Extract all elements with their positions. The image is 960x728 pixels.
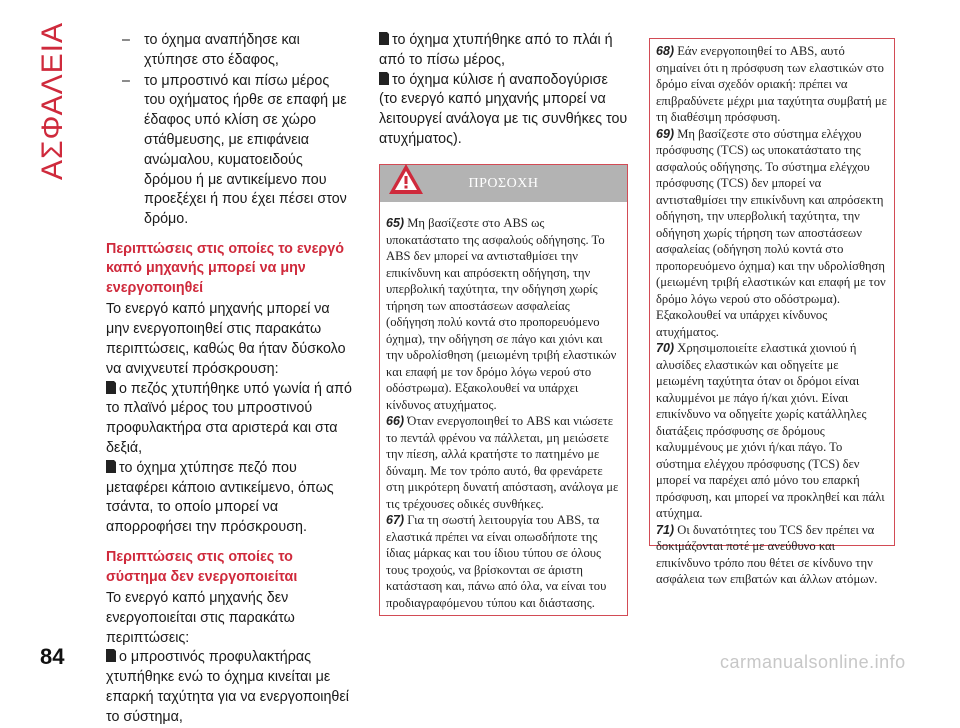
bullet-text: ο πεζός χτυπήθηκε υπό γωνία ή από το πλαϊνό μέρος του μπροστινού προφυλακτήρα στα αριστερά και στα δεξιά, xyxy=(106,380,352,457)
note-text: Εάν ενεργοποιηθεί το ABS, αυτό σημαίνει ότι η πρόσφυση των ελαστικών στο δρόμο είναι σχεδόν οριακή: πρέπει να επιβραδύνετε μέχρι μια ταχύτητα συμβατή με τη διαθέσιμη πρόσφυση. xyxy=(656,44,887,124)
bookmark-icon xyxy=(106,381,116,394)
bullet-text: το όχημα χτυπήθηκε από το πλάι ή από το πίσω μέρος, xyxy=(379,32,613,68)
note-number: 71) xyxy=(656,522,675,537)
note xyxy=(656,340,888,522)
paragraph: (το ενεργό καπό μηχανής μπορεί να λειτουργεί ανάλογα με τις συνθήκες του ατυχήματος). xyxy=(379,91,628,147)
section-heading: Περιπτώσεις στις οποίες το σύστημα δεν ενεργοποιείται xyxy=(106,549,298,585)
paragraph-line: Το ενεργό καπό μηχανής μπορεί να xyxy=(106,301,330,318)
bullet-item xyxy=(106,648,352,727)
note xyxy=(656,126,888,341)
paragraph-line: να ανιχνευτεί πρόσκρουση: xyxy=(106,360,279,377)
note-number: 69) xyxy=(656,126,675,141)
note-text: Μη βασίζεστε στο σύστημα ελέγχου πρόσφυσης (TCS) ως υποκατάστατο της ασφαλούς οδήγησης. Το σύστημα ελέγχου πρόσφυσης (TCS) δεν μπορεί να αντισταθμίσει την επικίνδυνη και απρόσεκτη οδήγηση, την υπερβολική ταχύτητα, την οδήγηση χωρίς τήρηση των αποστάσεων ασφαλείας (οδήγηση πολύ κοντά στο προπορευόμενο όχημα) και την υδρολίσθηση (μειωμένη τριβή ελαστικών και επαφή με τον δρόμο λόγω νερού στο οδόστρωμα). Εξακολουθεί να υπάρχει κίνδυνος ατυχήματος. xyxy=(656,126,886,339)
page-number: 84 xyxy=(40,644,65,669)
column-2 xyxy=(379,31,629,150)
column-1 xyxy=(106,31,352,728)
note xyxy=(386,413,619,512)
note-text: Χρησιμοποιείτε ελαστικά χιονιού ή αλυσίδες ελαστικών και οδηγείτε με μειωμένη ταχύτητα όταν οι δρόμοι είναι καλυμμένοι με πάγο ή/και χιόνι. Είναι επικίνδυνο να οδηγείτε χωρίς κατάλληλες διατάξεις πρόσφυσης σε δρόμους καλυμμένους με χιόνι ή/και πάγο. Το σύστημα ελέγχου πρόσφυσης (TCS) δεν μπορεί να παρέχει από μόνο του επαρκή πρόσφυση, και μπορεί να προκληθεί και πάλι ατύχημα. xyxy=(656,341,885,520)
warning-title: ΠΡΟΣΟΧΗ xyxy=(468,175,539,191)
warning-notes xyxy=(380,202,627,611)
dash-symbol: – xyxy=(122,72,130,89)
bullet-item xyxy=(379,31,629,71)
bullet-item xyxy=(379,71,629,91)
warning-triangle-icon xyxy=(387,162,425,196)
note-text: Οι δυνατότητες του TCS δεν πρέπει να δοκιμάζονται ποτέ με ανεύθυνο και επικίνδυνο τρόπο που θέτει σε κίνδυνο την ασφάλεια των επιβατών και άλλων ατόμων. xyxy=(656,522,878,586)
bookmark-icon xyxy=(106,460,116,473)
notes-body xyxy=(650,39,894,588)
note-text: Για τη σωστή λειτουργία του ABS, τα ελαστικά πρέπει να είναι οπωσδήποτε της ίδιας μάρκας και του ίδιου τύπου σε όλους τους τροχούς, να βρίσκονται σε άριστη κατάσταση και, πάνω από όλα, να είναι του προδιαγραφόμενου τύπου και διάστασης. xyxy=(386,513,607,610)
paragraph-line: μην ενεργοποιηθεί στις παρακάτω xyxy=(106,321,322,338)
bullet-text: ο μπροστινός προφυλακτήρας χτυπήθηκε ενώ το όχημα κινείται με επαρκή ταχύτητα για να ενεργοποιηθεί το σύστημα, xyxy=(106,649,349,725)
paragraph xyxy=(106,300,352,379)
bullet-item xyxy=(106,380,352,459)
bullet-item xyxy=(106,459,352,538)
dash-item-text: το όχημα αναπήδησε και χτύπησε στο έδαφος, xyxy=(144,32,300,68)
bookmark-icon xyxy=(379,32,389,45)
note-number: 65) xyxy=(386,216,405,230)
paragraph-line: περιπτώσεις, καθώς θα ήταν δύσκολο xyxy=(106,341,346,358)
note xyxy=(386,512,619,611)
note-number: 66) xyxy=(386,414,405,428)
note-number: 70) xyxy=(656,341,675,355)
note-number: 68) xyxy=(656,44,675,58)
paragraph: Το ενεργό καπό μηχανής δεν ενεργοποιείται στις παρακάτω περιπτώσεις: xyxy=(106,590,295,646)
note xyxy=(656,522,888,588)
dash-list-item xyxy=(122,31,352,71)
dash-symbol: – xyxy=(122,32,130,48)
warning-box xyxy=(379,164,628,616)
note-number: 67) xyxy=(386,513,405,527)
section-title: ΑΣΦΑΛΕΙΑ xyxy=(36,21,69,180)
note-text: Όταν ενεργοποιηθεί το ABS και νιώσετε το πεντάλ φρένου να πάλλεται, μη μειώσετε την πίεση, αλλά κρατήστε το πατημένο με δύναμη. Με τον τρόπο αυτό, θα φρενάρετε στη μικρότερη δυνατή απόσταση, ανάλογα με τις τρέχουσες οδικές συνθήκες. xyxy=(386,414,619,511)
warning-header xyxy=(380,165,627,202)
section-heading: Περιπτώσεις στις οποίες το ενεργό καπό μηχανής μπορεί να μην ενεργοποιηθεί xyxy=(106,240,344,296)
dash-item-text: το μπροστινό και πίσω μέρος του οχήματος ήρθε σε επαφή με έδαφος υπό κλίση σε χώρο στάθμευσης, με επιφάνεια ανώμαλου, κυματοειδούς δρόμου ή με αντικείμενο που προεξέχει ή που έχει πέσει στον δρόμο. xyxy=(144,72,347,228)
note-text: Μη βασίζεστε στο ABS ως υποκατάστατο της ασφαλούς οδήγησης. Το ABS δεν μπορεί να αντισταθμίσει την επικίνδυνη και απρόσεκτη οδήγηση, την υπερβολική ταχύτητα, την οδήγηση χωρίς τήρηση των αποστάσεων ασφαλείας (οδήγηση πολύ κοντά στο προπορευόμενο όχημα), την οδήγηση σε πάγο και χιόνι και την υδρολίσθηση (μειωμένη τριβή ελαστικών και επαφή με τον δρόμο λόγω νερού στο οδόστρωμα). Εξακολουθεί να υπάρχει κίνδυνος ατυχήματος. xyxy=(386,216,617,412)
bullet-text: το όχημα κύλισε ή αναποδογύρισε xyxy=(392,71,608,88)
dash-list-item xyxy=(122,72,352,230)
bookmark-icon xyxy=(379,72,389,85)
bullet-text: το όχημα χτύπησε πεζό που μεταφέρει κάποιο αντικείμενο, όπως τσάντα, το οποίο μπορεί να απορροφήσει την πρόσκρουση. xyxy=(106,459,334,536)
note xyxy=(656,43,888,126)
note xyxy=(386,215,619,413)
bookmark-icon xyxy=(106,649,116,662)
watermark: carmanualsonline.info xyxy=(720,652,906,672)
notes-box xyxy=(649,38,895,586)
